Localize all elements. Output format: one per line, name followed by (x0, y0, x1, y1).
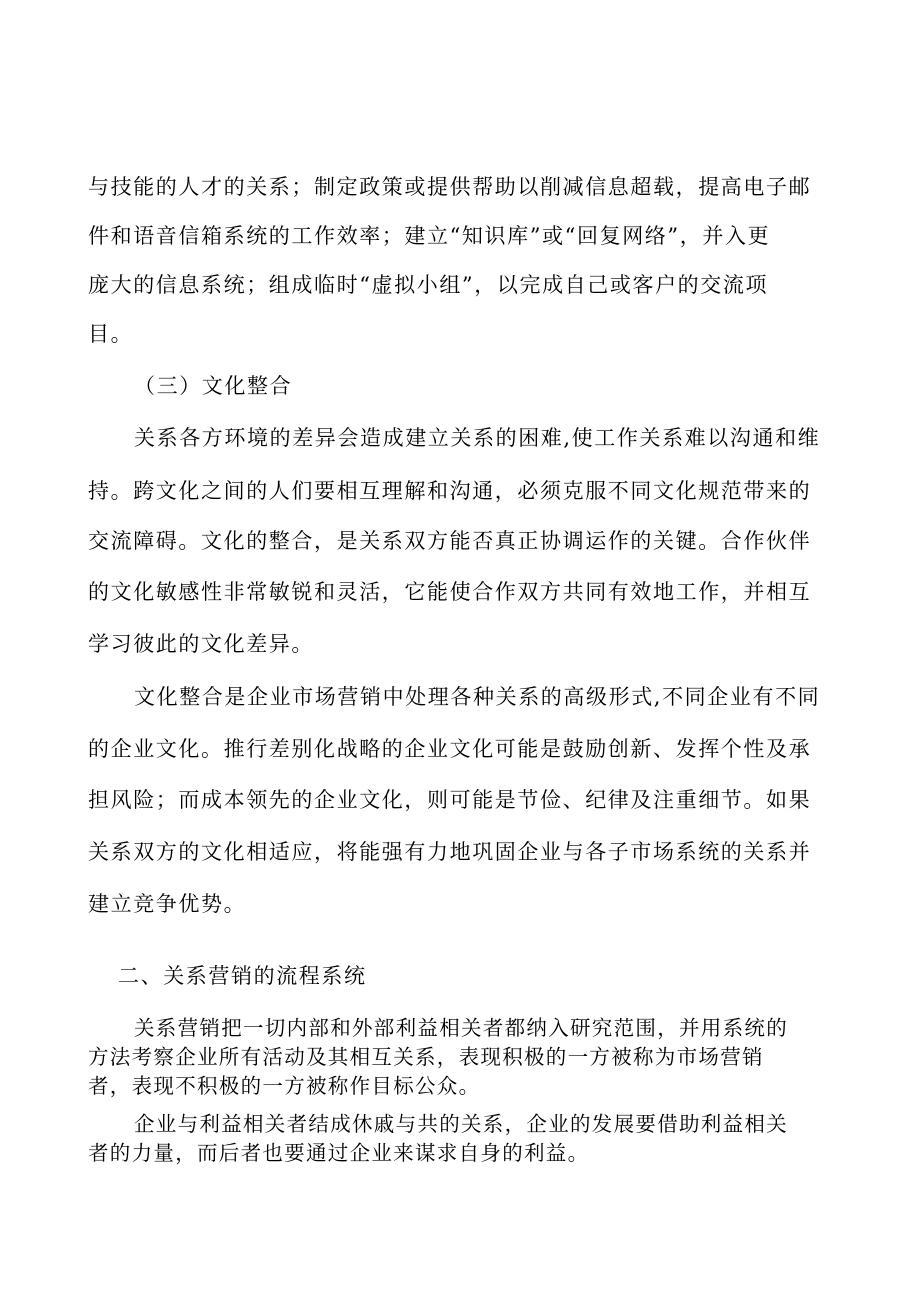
body-text-line: 的企业文化。推行差别化战略的企业文化可能是鼓励创新、发挥个性及承 (88, 737, 812, 761)
body-text-line: 者，表现不积极的一方被称作目标公众。 (88, 1074, 481, 1098)
body-text-line: 者的力量，而后者也要通过企业来谋求自身的利益。 (88, 1141, 590, 1165)
body-text-line: 学习彼此的文化差异。 (88, 632, 314, 656)
body-text-line: 的文化敏感性非常敏锐和灵活，它能使合作双方共同有效地工作，并相互 (88, 580, 812, 604)
section-heading-culture: （三）文化整合 (134, 374, 293, 398)
body-text-line: 件和语音信箱系统的工作效率；建立“知识库”或“回复网络”，并入更 (88, 224, 771, 248)
body-text-line: 关系各方环境的差异会造成建立关系的困难,使工作关系难以沟通和维 (134, 426, 821, 450)
body-text-line: 交流障碍。文化的整合，是关系双方能否真正协调运作的关键。合作伙伴 (88, 529, 812, 553)
body-text-line: 建立竞争优势。 (88, 892, 247, 916)
section-heading-process: 二、关系营销的流程系统 (118, 964, 367, 988)
body-text-line: 担风险；而成本领先的企业文化，则可能是节俭、纪律及注重细节。如果 (88, 788, 812, 812)
body-text-line: 关系营销把一切内部和外部利益相关者都纳入研究范围，并用系统的 (134, 1016, 788, 1040)
body-text-line: 关系双方的文化相适应，将能强有力地巩固企业与各子市场系统的关系并 (88, 840, 812, 864)
body-text-line: 目。 (88, 322, 134, 346)
body-text-line: 文化整合是企业市场营销中处理各种关系的高级形式,不同企业有不同 (134, 685, 821, 709)
body-text-line: 持。跨文化之间的人们要相互理解和沟通，必须克服不同文化规范带来的 (88, 479, 812, 503)
body-text-line: 企业与利益相关者结成休戚与共的关系，企业的发展要借助利益相关 (134, 1112, 788, 1136)
body-text-line: 庞大的信息系统；组成临时“虚拟小组”，以完成自己或客户的交流项 (88, 273, 769, 297)
body-text-line: 方法考察企业所有活动及其相互关系，表现积极的一方被称为市场营销 (88, 1045, 764, 1069)
body-text-line: 与技能的人才的关系；制定政策或提供帮助以削减信息超载，提高电子邮 (88, 175, 812, 199)
